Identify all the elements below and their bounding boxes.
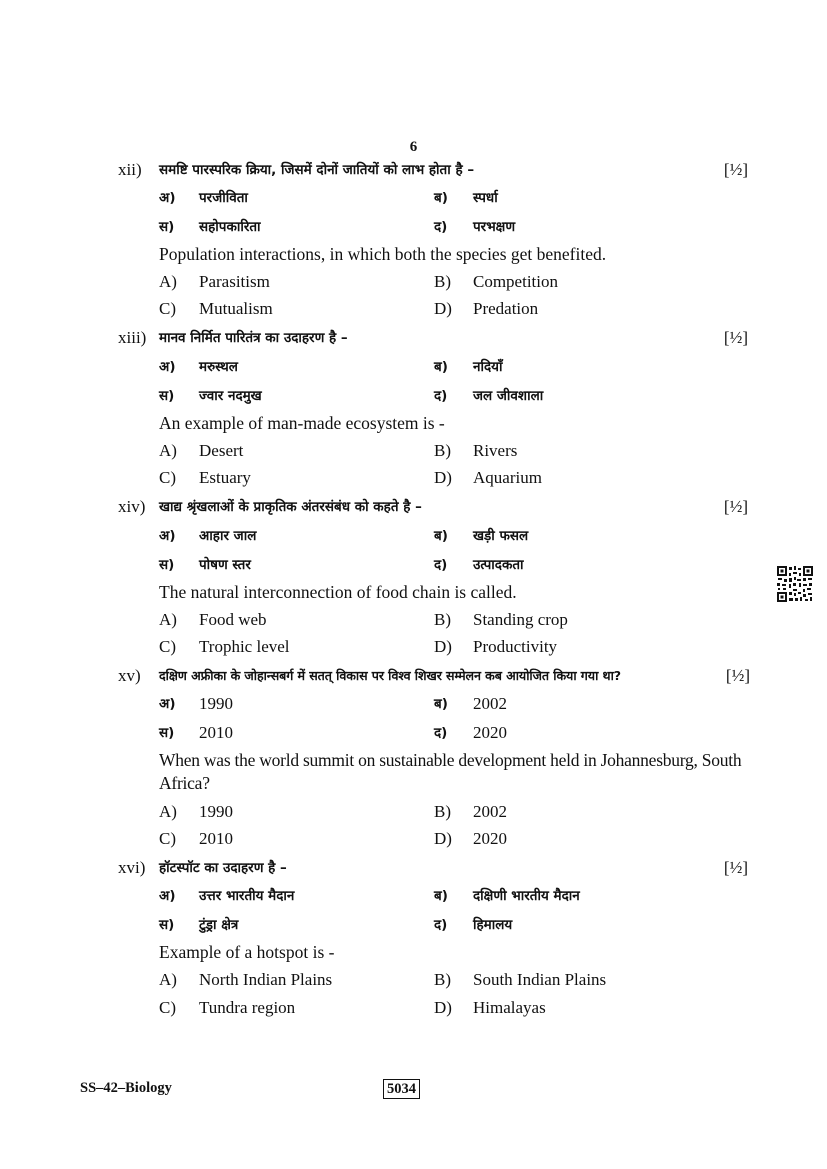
english-option: B) Competition xyxy=(434,272,558,291)
question-number: xv) xyxy=(118,666,141,685)
footer-subject: SS–42–Biology xyxy=(80,1080,172,1096)
hindi-option: अ) आहार जाल xyxy=(159,528,257,544)
hindi-option: द) हिमालय xyxy=(434,917,513,933)
marks: [½] xyxy=(723,858,748,877)
question-number: xii) xyxy=(118,160,142,179)
hindi-option: अ) मरुस्थल xyxy=(159,359,238,375)
question-hindi: हॉटस्पॉट का उदाहरण है – xyxy=(159,860,287,876)
question-number: xiv) xyxy=(118,497,146,516)
english-option: D) 2020 xyxy=(434,829,507,848)
hindi-option: ब) दक्षिणी भारतीय मैदान xyxy=(434,888,580,904)
english-option: D) Predation xyxy=(434,299,539,318)
english-option: A) North Indian Plains xyxy=(159,970,333,989)
english-option: C) Tundra region xyxy=(159,998,296,1017)
english-option: A) Desert xyxy=(159,441,244,460)
question-hindi: दक्षिण अफ्रीका के जोहान्सबर्ग में सतत् विकास पर विश्व शिखर सम्मेलन कब आयोजित किया गया था? xyxy=(159,668,621,683)
hindi-option: अ) 1990 xyxy=(159,694,233,713)
hindi-option: ब) खड़ी फसल xyxy=(434,528,529,544)
english-option: D) Productivity xyxy=(434,637,558,656)
question-english: The natural interconnection of food chain is called. xyxy=(159,582,517,602)
english-option: B) South Indian Plains xyxy=(434,970,607,989)
question-hindi: समष्टि पारस्परिक क्रिया, जिसमें दोनों जातियों को लाभ होता है – xyxy=(159,162,475,178)
english-option: C) Estuary xyxy=(159,468,251,487)
qr-code-icon xyxy=(776,565,814,603)
english-option: A) Food web xyxy=(159,610,267,629)
hindi-option: अ) उत्तर भारतीय मैदान xyxy=(159,888,295,904)
question-header xyxy=(118,856,748,880)
hindi-option: द) जल जीवशाला xyxy=(434,388,544,404)
question-header xyxy=(118,664,748,688)
question-header xyxy=(118,495,748,519)
hindi-option: ब) नदियाँ xyxy=(434,359,503,375)
footer-code-box: 5034 xyxy=(383,1079,420,1099)
question-hindi: मानव निर्मित पारितंत्र का उदाहरण है – xyxy=(159,330,348,346)
hindi-option: अ) परजीविता xyxy=(159,190,248,206)
question-english: Example of a hotspot is - xyxy=(159,942,335,962)
english-option: A) Parasitism xyxy=(159,272,270,291)
question-header xyxy=(118,158,748,182)
english-option: B) Standing crop xyxy=(434,610,568,629)
english-option: C) Mutualism xyxy=(159,299,273,318)
hindi-option: स) टुंड्रा क्षेत्र xyxy=(159,917,239,933)
question-hindi: खाद्य श्रृंखलाओं के प्राकृतिक अंतरसंबंध को कहते है – xyxy=(159,499,422,515)
english-option: B) 2002 xyxy=(434,802,507,821)
question-english: Population interactions, in which both the species get benefited. xyxy=(159,244,607,264)
marks: [½] xyxy=(723,160,748,179)
marks: [½] xyxy=(725,666,750,685)
question-header xyxy=(118,326,748,350)
page-number: 6 xyxy=(409,139,418,155)
marks: [½] xyxy=(723,497,748,516)
question-english: When was the world summit on sustainable development held in Johannesburg, South Africa? xyxy=(159,750,742,793)
question-number: xvi) xyxy=(118,858,146,877)
question-number: xiii) xyxy=(118,328,147,347)
english-option: C) Trophic level xyxy=(159,637,290,656)
english-option: B) Rivers xyxy=(434,441,518,460)
english-option: D) Himalayas xyxy=(434,998,546,1017)
marks: [½] xyxy=(723,328,748,347)
hindi-option: स) सहोपकारिता xyxy=(159,219,261,235)
hindi-option: स) पोषण स्तर xyxy=(159,557,251,573)
question-english: An example of man-made ecosystem is - xyxy=(159,413,445,433)
english-option: A) 1990 xyxy=(159,802,233,821)
english-option: C) 2010 xyxy=(159,829,233,848)
hindi-option: ब) स्पर्धा xyxy=(434,190,498,206)
hindi-option: स) 2010 xyxy=(159,723,233,742)
hindi-option: द) उत्पादकता xyxy=(434,557,524,573)
hindi-option: स) ज्वार नदमुख xyxy=(159,388,262,404)
hindi-option: द) परभक्षण xyxy=(434,219,516,235)
hindi-option: ब) 2002 xyxy=(434,694,507,713)
english-option: D) Aquarium xyxy=(434,468,542,487)
hindi-option: द) 2020 xyxy=(434,723,507,742)
